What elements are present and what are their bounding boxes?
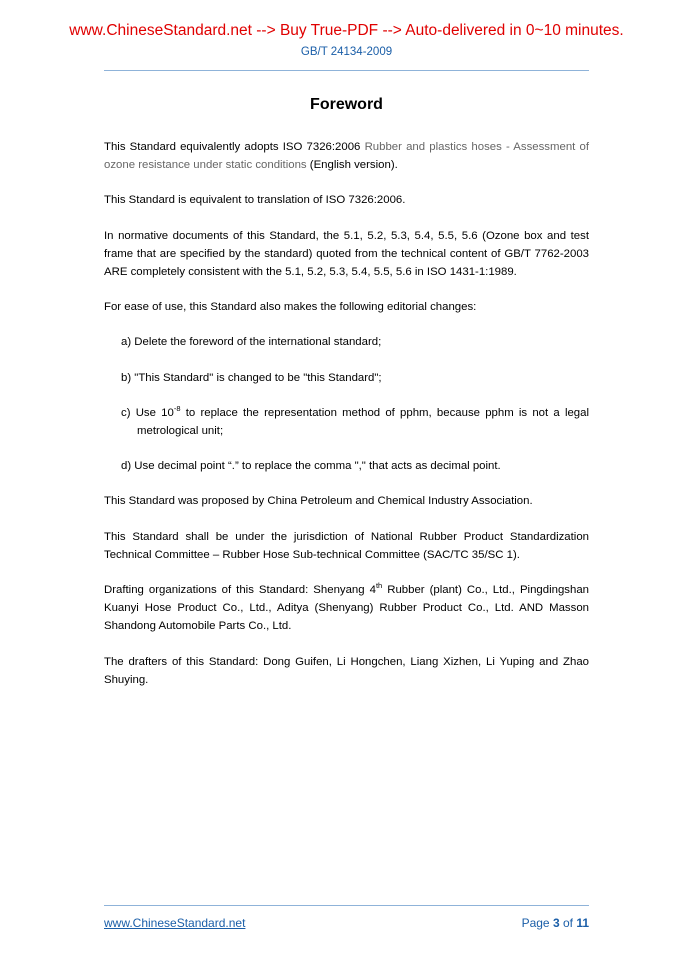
paragraph-proposer: This Standard was proposed by China Petroleum and Chemical Industry Association. [104,495,533,508]
promo-banner[interactable]: www.ChineseStandard.net --> Buy True-PDF --> Auto-delivered in 0~10 minutes. [69,22,624,39]
page-title: Foreword [310,96,383,113]
foreword-body [104,138,589,706]
paragraph-adoption: This Standard equivalently adopts ISO 7326:2006 Rubber and plastics hoses - Assessment of ozone resistance under static conditions (English version). [104,141,589,172]
paragraph-drafting-orgs: Drafting organizations of this Standard: Shenyang 4th Rubber (plant) Co., Ltd., Pingdingshan Kuanyi Hose Product Co., Ltd., Aditya (Shenyang) Rubber Product Co., Ltd. AND Masson Shandong Automobile Parts Co., Ltd. [104,581,589,633]
paragraph-editorial-intro: For ease of use, this Standard also makes the following editorial changes: [104,301,477,314]
standard-code: GB/T 24134-2009 [300,46,393,58]
paragraph-jurisdiction: This Standard shall be under the jurisdiction of National Rubber Product Standardization Technical Committee – Rubber Hose Sub-technical Committee (SAC/TC 35/SC 1). [104,530,589,561]
footer-link[interactable]: www.ChineseStandard.net [104,916,246,930]
paragraph-equivalence: This Standard is equivalent to translation of ISO 7326:2006. [104,194,406,207]
iso-title: Rubber and plastics hoses - Assessment of ozone resistance under static conditions [104,141,589,172]
footer-divider [104,905,589,906]
list-item: a) Delete the foreword of the international standard; [121,336,382,349]
page-number: Page 3 of 11 [521,916,589,930]
header-divider [104,70,589,71]
list-item: d) Use decimal point “.” to replace the comma "," that acts as decimal point. [121,460,501,473]
list-item: b) "This Standard" is changed to be "this Standard"; [121,371,382,384]
list-item: c) Use $10^{-8}$ to replace the representation method of pphm, because pphm is not a legal metrological unit; [121,404,590,438]
paragraph-normative: In normative documents of this Standard, the 5.1, 5.2, 5.3, 5.4, 5.5, 5.6 (Ozone box and test frame that are specified by the standard) quoted from the technical content of GB/T 7762-2003 ARE completely consistent with the 5.1, 5.2, 5.3, 5.4, 5.5, 5.6 in ISO 1431-1:1989. [104,229,589,279]
paragraph-drafters: The drafters of this Standard: Dong Guifen, Li Hongchen, Liang Xizhen, Li Yuping and Zhao Shuying. [104,655,589,686]
